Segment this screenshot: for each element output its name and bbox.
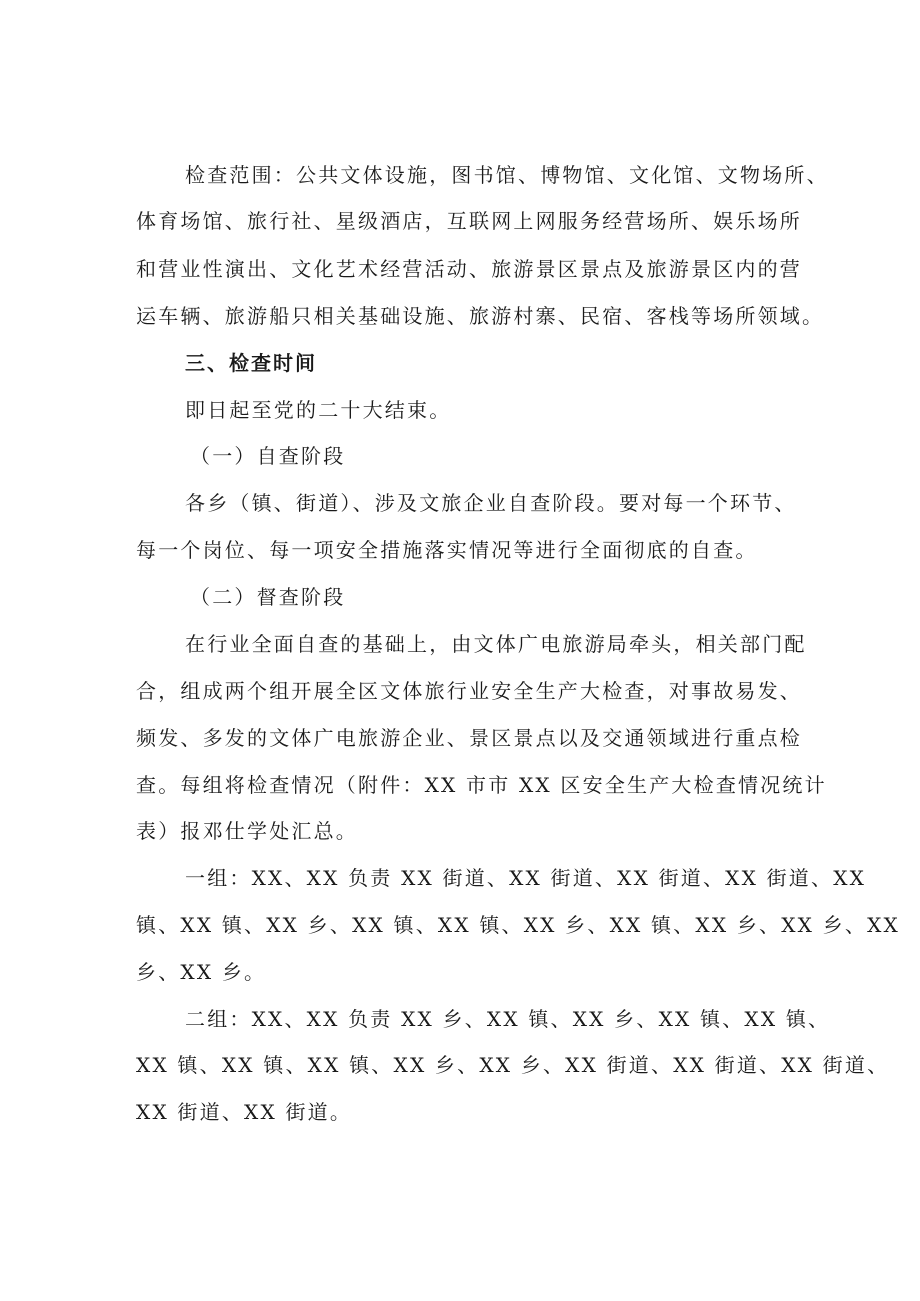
stage-2-line-2: 合，组成两个组开展全区文体旅行业安全生产大检查，对事故易发、 — [136, 679, 802, 703]
scope-line-1: 检查范围：公共文体设施，图书馆、博物馆、文化馆、文物场所、 — [185, 163, 829, 187]
scope-line-2: 体育场馆、旅行社、星级酒店，互联网上网服务经营场所、娱乐场所 — [136, 209, 802, 233]
stage-1-heading: （一）自查阶段 — [190, 444, 346, 468]
stage-2-line-3: 频发、多发的文体广电旅游企业、景区景点以及交通领域进行重点检 — [136, 726, 802, 750]
stage-1-line-1: 各乡（镇、街道）、涉及文旅企业自查阶段。要对每一个环节、 — [185, 491, 797, 515]
scope-line-4: 运车辆、旅游船只相关基础设施、旅游村寨、民宿、客栈等场所领域。 — [136, 304, 825, 328]
group-2-line-2: XX 镇、XX 镇、XX 镇、XX 乡、XX 乡、XX 街道、XX 街道、XX 街道、 — [136, 1053, 890, 1077]
group-1-line-2: 镇、XX 镇、XX 乡、XX 镇、XX 镇、XX 乡、XX 镇、XX 乡、XX 乡、XX — [136, 913, 900, 937]
group-1-line-1: 一组：XX、XX 负责 XX 街道、XX 街道、XX 街道、XX 街道、XX — [185, 866, 867, 890]
stage-2-line-5: 表）报邓仕学处汇总。 — [136, 819, 358, 843]
group-1-line-3: 乡、XX 乡。 — [136, 960, 267, 984]
group-2-line-1: 二组：XX、XX 负责 XX 乡、XX 镇、XX 乡、XX 镇、XX 镇、 — [185, 1007, 831, 1031]
stage-1-line-2: 每一个岗位、每一项安全措施落实情况等进行全面彻底的自查。 — [136, 538, 758, 562]
time-statement: 即日起至党的二十大结束。 — [185, 398, 452, 422]
stage-2-line-4: 查。每组将检查情况（附件：XX 市市 XX 区安全生产大检查情况统计 — [136, 773, 827, 797]
stage-2-line-1: 在行业全面自查的基础上，由文体广电旅游局牵头，相关部门配 — [185, 632, 807, 656]
stage-2-heading: （二）督查阶段 — [190, 585, 346, 609]
scope-line-3: 和营业性演出、文化艺术经营活动、旅游景区景点及旅游景区内的营 — [136, 257, 802, 281]
section-3-heading: 三、检查时间 — [185, 351, 317, 375]
group-2-line-3: XX 街道、XX 街道。 — [136, 1100, 353, 1124]
